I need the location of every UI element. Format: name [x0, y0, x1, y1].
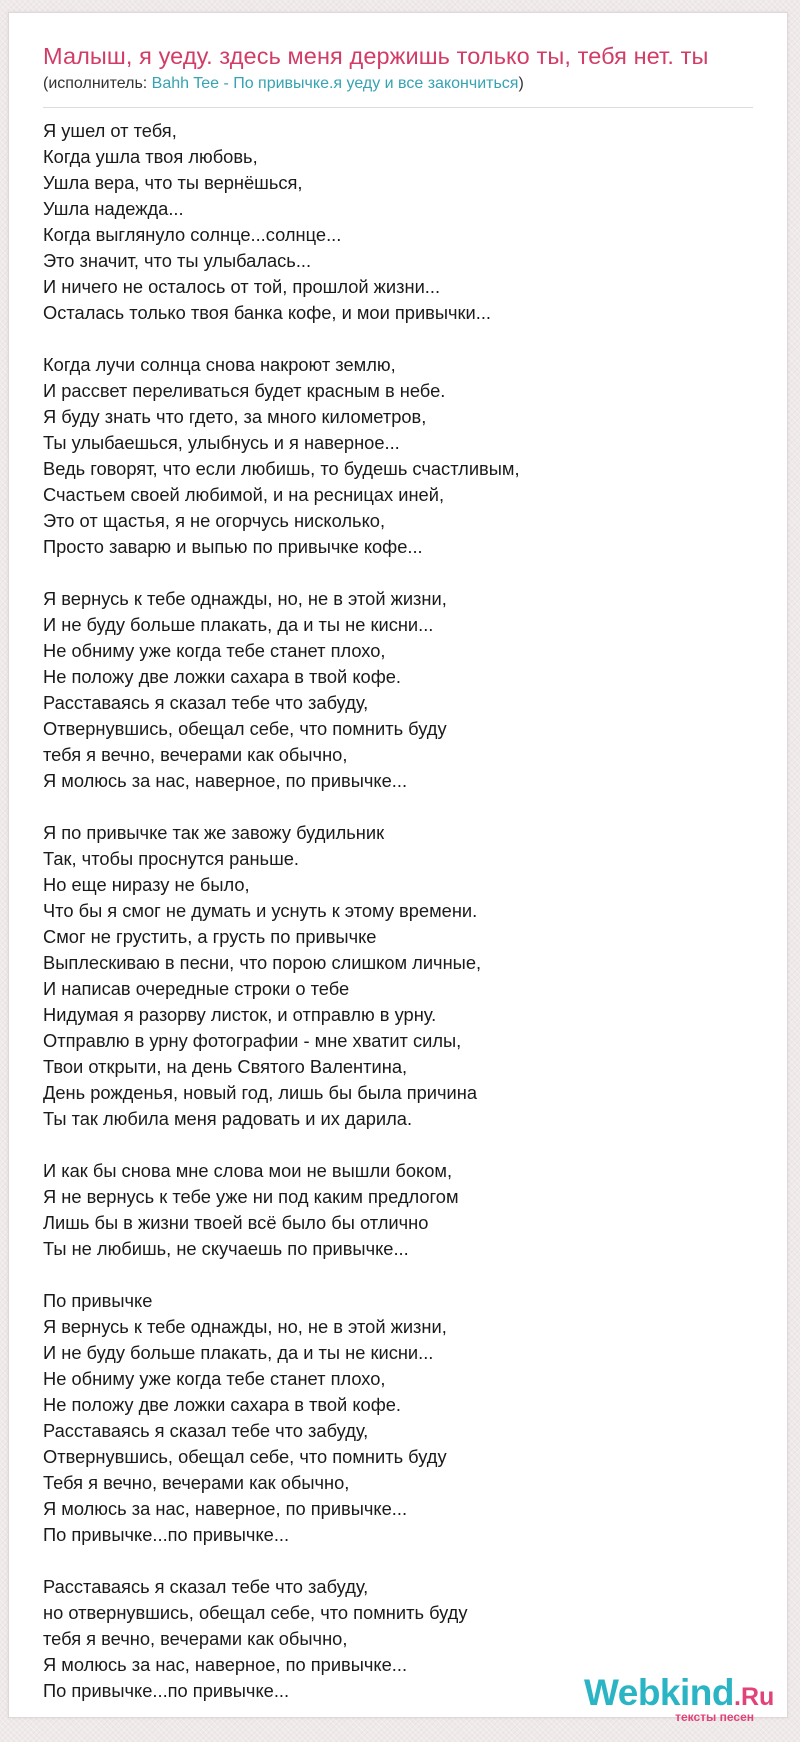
lyrics-line: Так, чтобы проснутся раньше.: [43, 848, 299, 869]
lyrics-line: Когда выглянуло солнце...солнце...: [43, 224, 342, 245]
lyrics-line: Я не вернусь к тебе уже ни под каким предлогом: [43, 1186, 459, 1207]
logo-tagline: тексты песен: [675, 1710, 754, 1724]
lyrics-line: По привычке: [43, 1290, 153, 1311]
lyrics-line: тебя я вечно, вечерами как обычно,: [43, 1628, 348, 1649]
lyrics-line: Я ушел от тебя,: [43, 120, 177, 141]
lyrics-line: Не обниму уже когда тебе станет плохо,: [43, 1368, 386, 1389]
lyrics-line: И как бы снова мне слова мои не вышли боком,: [43, 1160, 453, 1181]
lyrics-line: Я вернусь к тебе однажды, но, не в этой жизни,: [43, 588, 447, 609]
lyrics-line: Это от щастья, я не огорчусь нисколько,: [43, 510, 386, 531]
lyrics-line: По привычке...по привычке...: [43, 1524, 290, 1545]
lyrics-line: По привычке...по привычке...: [43, 1680, 290, 1701]
lyrics-line: Я по привычке так же завожу будильник: [43, 822, 385, 843]
lyrics-body: [43, 118, 743, 1730]
lyrics-line: Когда лучи солнца снова накроют землю,: [43, 354, 396, 375]
lyrics-stanza: [43, 586, 743, 794]
lyrics-line: Но еще ниразу не было,: [43, 874, 250, 895]
lyrics-line: Ты так любила меня радовать и их дарила.: [43, 1108, 413, 1129]
lyrics-line: Твои открыти, на день Святого Валентина,: [43, 1056, 408, 1077]
lyrics-line: Когда ушла твоя любовь,: [43, 146, 258, 167]
lyrics-line: Расставаясь я сказал тебе что забуду,: [43, 1576, 369, 1597]
lyrics-line: Ты не любишь, не скучаешь по привычке...: [43, 1238, 409, 1259]
logo-tld: .Ru: [734, 1683, 775, 1711]
lyrics-line: Не обниму уже когда тебе станет плохо,: [43, 640, 386, 661]
lyrics-line: И ничего не осталось от той, прошлой жизни...: [43, 276, 441, 297]
lyrics-line: тебя я вечно, вечерами как обычно,: [43, 744, 348, 765]
lyrics-line: Счастьем своей любимой, и на ресницах иней,: [43, 484, 445, 505]
lyrics-line: Отправлю в урну фотографии - мне хватит силы,: [43, 1030, 462, 1051]
logo-name: Webkind: [584, 1672, 734, 1713]
lyrics-line: Отвернувшись, обещал себе, что помнить буду: [43, 718, 447, 739]
lyrics-line: Это значит, что ты улыбалась...: [43, 250, 312, 271]
lyrics-line: Просто заварю и выпью по привычке кофе...: [43, 536, 423, 557]
lyrics-line: Я молюсь за нас, наверное, по привычке...: [43, 1498, 408, 1519]
lyrics-line: Расставаясь я сказал тебе что забуду,: [43, 692, 369, 713]
lyrics-line: но отвернувшись, обещал себе, что помнить буду: [43, 1602, 468, 1623]
performer-prefix: (исполнитель:: [43, 75, 152, 92]
lyrics-line: И рассвет переливаться будет красным в небе.: [43, 380, 446, 401]
page-title: Малыш, я уеду. здесь меня держишь только ты, тебя нет. ты: [43, 43, 709, 69]
performer-suffix: ): [518, 75, 524, 92]
lyrics-line: Не положу две ложки сахара в твой кофе.: [43, 666, 401, 687]
lyrics-line: Отвернувшись, обещал себе, что помнить буду: [43, 1446, 447, 1467]
lyrics-line: Я молюсь за нас, наверное, по привычке...: [43, 1654, 408, 1675]
lyrics-stanza: [43, 118, 743, 326]
lyrics-stanza: [43, 820, 743, 1132]
lyrics-line: И не буду больше плакать, да и ты не кисни...: [43, 614, 434, 635]
performer-line: [43, 75, 524, 93]
lyrics-stanza: [43, 1288, 743, 1548]
lyrics-line: Нидумая я разорву листок, и отправлю в урну.: [43, 1004, 437, 1025]
lyrics-stanza: [43, 1158, 743, 1262]
lyrics-line: Ушла надежда...: [43, 198, 184, 219]
performer-link[interactable]: Bahh Tee - По привычке.я уеду и все закончиться: [151, 75, 519, 92]
header-divider: [43, 107, 753, 108]
lyrics-line: Ведь говорят, что если любишь, то будешь счастливым,: [43, 458, 520, 479]
lyrics-line: И не буду больше плакать, да и ты не кисни...: [43, 1342, 434, 1363]
lyrics-line: Я вернусь к тебе однажды, но, не в этой жизни,: [43, 1316, 447, 1337]
lyrics-line: Ушла вера, что ты вернёшься,: [43, 172, 303, 193]
lyrics-line: Лишь бы в жизни твоей всё было бы отлично: [43, 1212, 429, 1233]
lyrics-line: Не положу две ложки сахара в твой кофе.: [43, 1394, 401, 1415]
lyrics-line: Выплескиваю в песни, что порою слишком личные,: [43, 952, 482, 973]
lyrics-line: Ты улыбаешься, улыбнусь и я наверное...: [43, 432, 400, 453]
lyrics-stanza: [43, 352, 743, 560]
lyrics-line: День рожденья, новый год, лишь бы была причина: [43, 1082, 478, 1103]
lyrics-line: Что бы я смог не думать и уснуть к этому времени.: [43, 900, 478, 921]
lyrics-line: Расставаясь я сказал тебе что забуду,: [43, 1420, 369, 1441]
lyrics-line: Тебя я вечно, вечерами как обычно,: [43, 1472, 350, 1493]
site-logo[interactable]: [584, 1672, 780, 1724]
lyrics-line: Я молюсь за нас, наверное, по привычке...: [43, 770, 408, 791]
lyrics-line: Осталась только твоя банка кофе, и мои привычки...: [43, 302, 491, 323]
lyrics-line: И написав очередные строки о тебе: [43, 978, 350, 999]
lyrics-line: Смог не грустить, а грусть по привычке: [43, 926, 377, 947]
lyrics-line: Я буду знать что гдето, за много километров,: [43, 406, 427, 427]
lyrics-card: [8, 12, 788, 1718]
